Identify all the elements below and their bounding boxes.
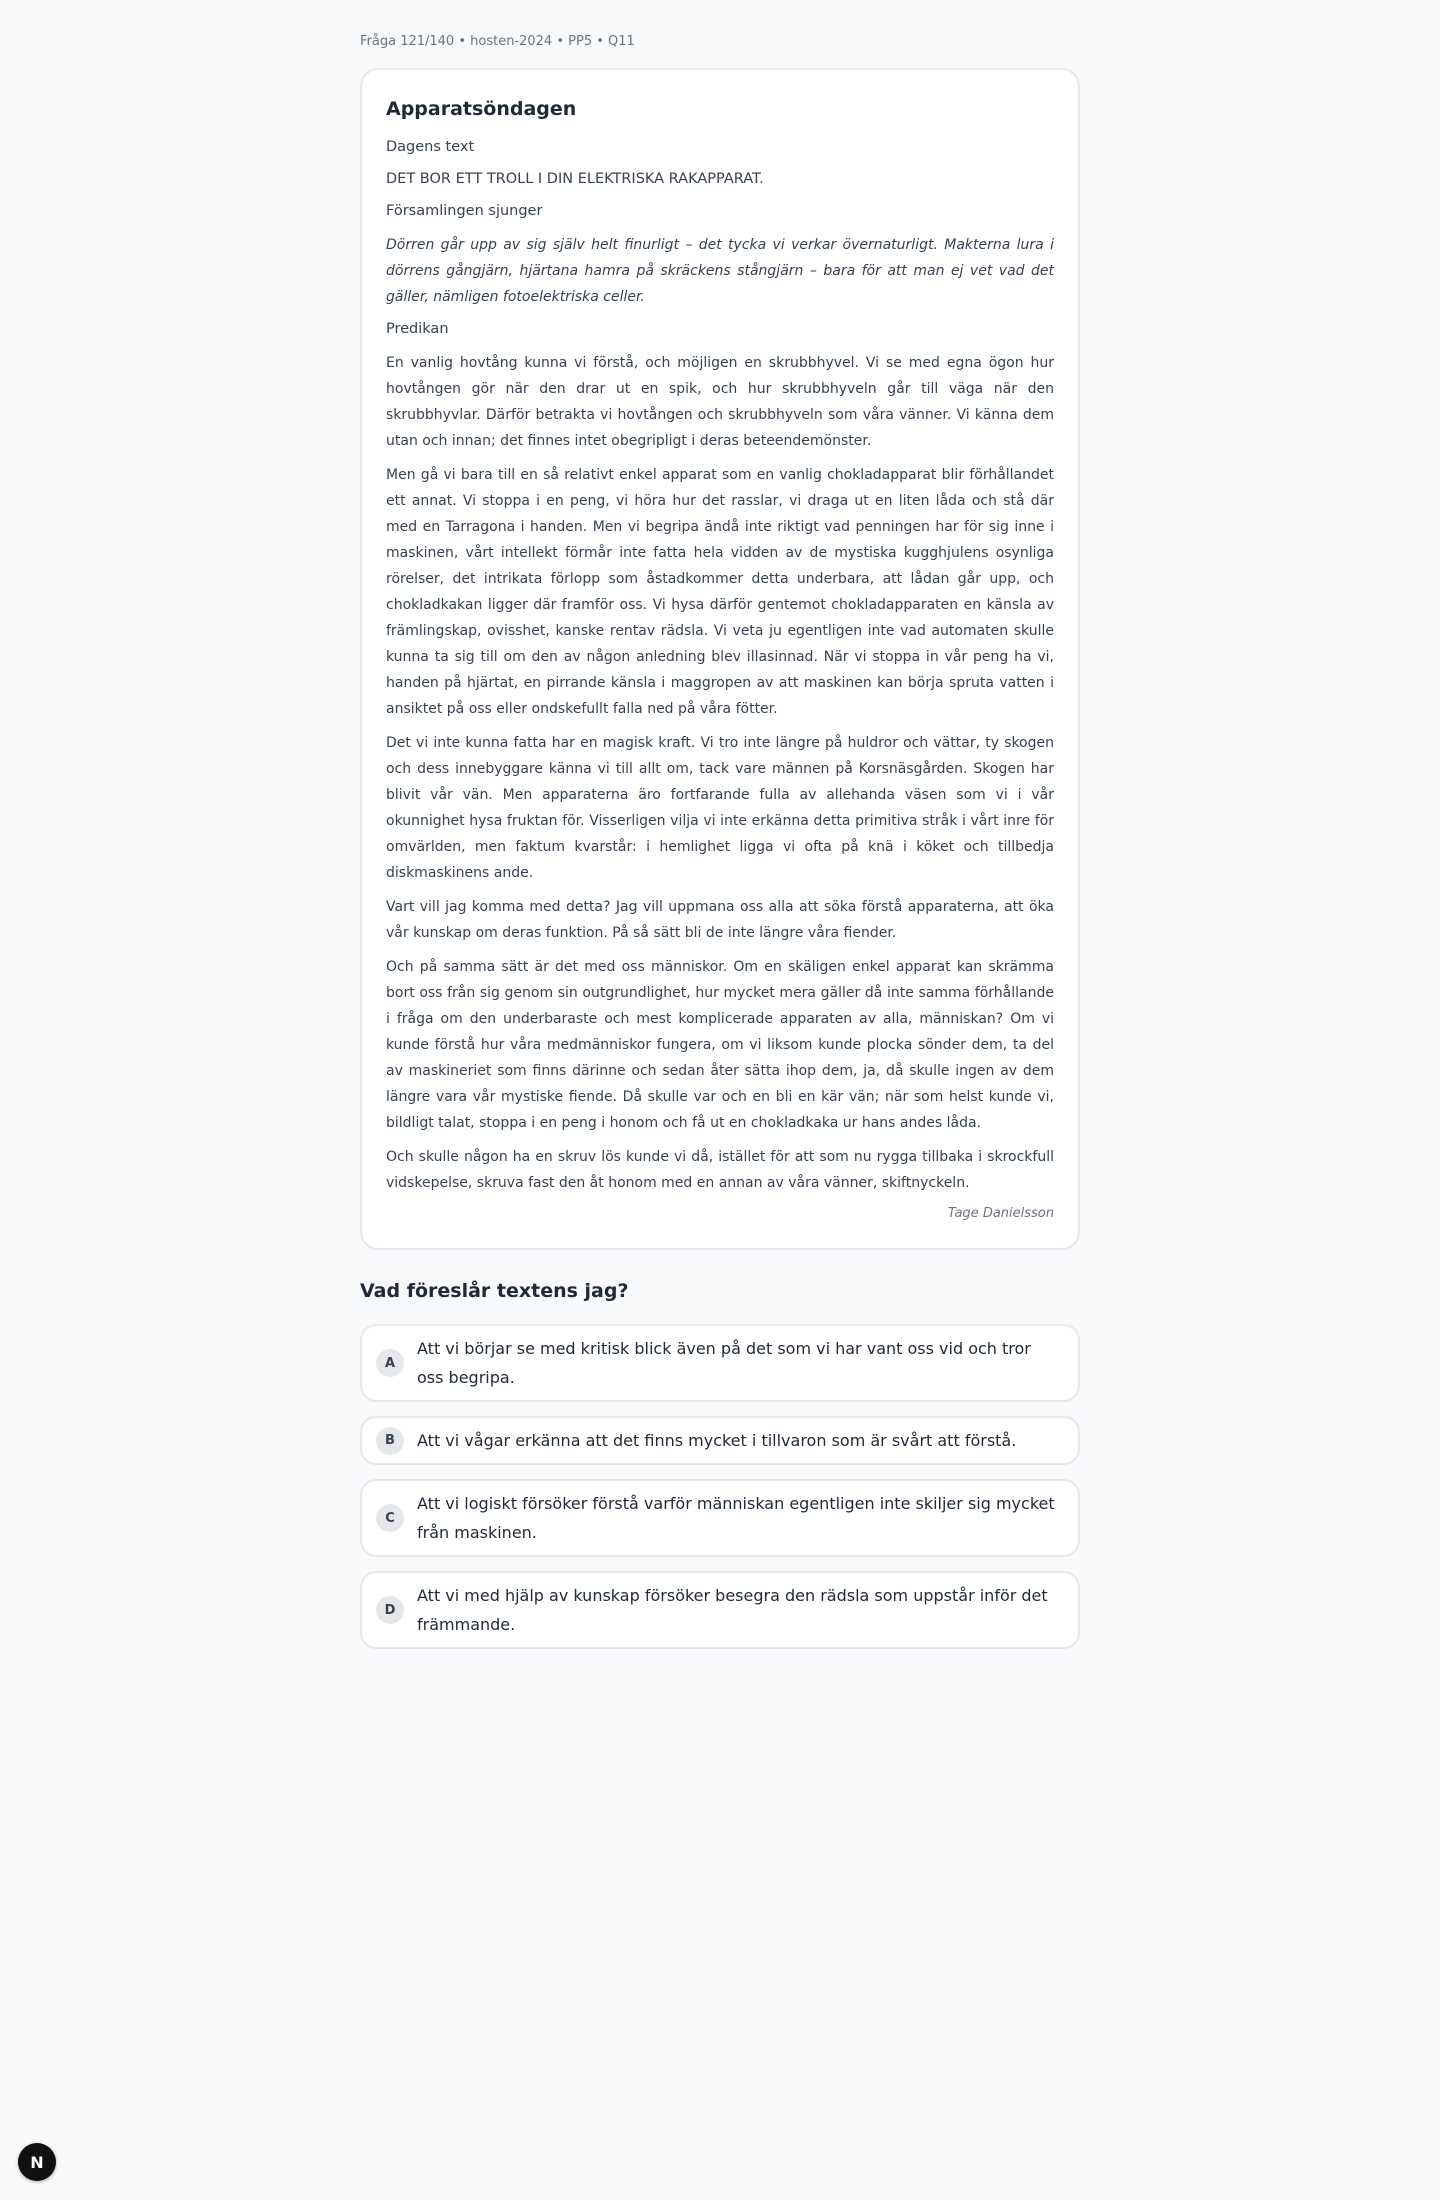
option-text: Att vi börjar se med kritisk blick även på det som vi har vant oss vid och tror oss begripa.: [417, 1339, 1031, 1387]
question-meta: Fråga 121/140 • hosten-2024 • PP5 • Q11: [360, 34, 635, 49]
option-letter-badge: C: [376, 1504, 404, 1532]
main-content: [360, 0, 1080, 1663]
sermon-paragraph: Men gå vi bara till en så relativt enkel apparat som en vanlig chokladapparat blir förhållandet ett annat. Vi stoppa i en peng, vi höra hur det rasslar, vi draga ut en liten låda och stå där med en Tarragona i handen. Men vi begripa ändå inte riktigt vad penningen har för sig inne i maskinen, vårt intellekt förmår inte fatta hela vidden av de mystiska kugghjulens osynliga rörelser, det intrikata förlopp som åstadkommer detta underbara, att lådan går upp, och chokladkakan ligger där framför oss. Vi hysa därför gentemot chokladapparaten en känsla av främlingskap, ovisshet, kanske rentav rädsla. Vi veta ju egentligen inte vad automaten skulle kunna ta sig till om den av någon anledning blev illasinnad. När vi stoppa in vår peng ha vi, handen på hjärtat, en pirrande känsla i maggropen av att maskinen kan börja spruta vatten i ansiktet på oss eller ondskefullt falla ned på våra fötter.: [386, 467, 1054, 717]
option-text: Att vi med hjälp av kunskap försöker besegra den rädsla som uppstår inför det främmande.: [417, 1586, 1048, 1634]
nextjs-dev-indicator-button[interactable]: [18, 2143, 56, 2181]
option-letter-badge: D: [376, 1596, 404, 1624]
label-forsamlingen-sjunger: Församlingen sjunger: [386, 203, 543, 219]
passage-title: Apparatsöndagen: [386, 98, 577, 120]
dagens-text: DET BOR ETT TROLL I DIN ELEKTRISKA RAKAPPARAT.: [386, 171, 764, 187]
label-dagens-text: Dagens text: [386, 139, 475, 155]
option-text: Att vi logiskt försöker förstå varför människan egentligen inte skiljer sig mycket från maskinen.: [417, 1494, 1055, 1542]
passage-card: [360, 68, 1080, 1250]
nextjs-logo-icon: N: [30, 2152, 44, 2172]
option-d[interactable]: [360, 1571, 1080, 1649]
sermon-paragraph: En vanlig hovtång kunna vi förstå, och möjligen en skrubbhyvel. Vi se med egna ögon hur hovtången gör när den drar ut en spik, och hur skrubbhyveln går till väga när den skrubbhyvlar. Därför betrakta vi hovtången och skrubbhyveln som våra vänner. Vi känna dem utan och innan; det finnes intet obegripligt i deras beteendemönster.: [386, 355, 1054, 449]
sermon-paragraph: Vart vill jag komma med detta? Jag vill uppmana oss alla att söka förstå apparaterna, att öka vår kunskap om deras funktion. På så sätt bli de inte längre våra fiender.: [386, 899, 1054, 941]
option-c[interactable]: [360, 1479, 1080, 1557]
passage-author: Tage Danielsson: [947, 1206, 1054, 1221]
option-b[interactable]: [360, 1416, 1080, 1465]
option-text: Att vi vågar erkänna att det finns mycket i tillvaron som är svårt att förstå.: [417, 1431, 1017, 1450]
label-predikan: Predikan: [386, 321, 449, 337]
question-text: Vad föreslår textens jag?: [360, 1280, 629, 1302]
sermon-paragraph: Och på samma sätt är det med oss människor. Om en skäligen enkel apparat kan skrämma bort oss från sig genom sin outgrundlighet, hur mycket mera gäller då inte samma förhållande i fråga om den underbaraste och mest komplicerade apparaten av alla, människan? Om vi kunde förstå hur våra medmänniskor fungera, om vi liksom kunde plocka sönder dem, ta del av maskineriet som finns därinne och sedan åter sätta ihop dem, ja, då skulle ingen av dem längre vara vår mystiske fiende. Då skulle var och en bli en kär vän; när som helst kunde vi, bildligt talat, stoppa i en peng i honom och få ut en chokladkaka ur hans andes låda.: [386, 959, 1054, 1131]
sermon-paragraph: Och skulle någon ha en skruv lös kunde vi då, istället för att som nu rygga tillbaka i skrockfull vidskepelse, skruva fast den åt honom med en annan av våra vänner, skiftnyckeln.: [386, 1149, 1054, 1191]
song-text: Dörren går upp av sig själv helt finurligt – det tycka vi verkar övernaturligt. Makterna lura i dörrens gångjärn, hjärtana hamra på skräckens stångjärn – bara för att man ej vet vad det gäller, nämligen fotoelektriska celler.: [386, 237, 1054, 305]
option-a[interactable]: [360, 1324, 1080, 1402]
sermon-paragraph: Det vi inte kunna fatta har en magisk kraft. Vi tro inte längre på huldror och vättar, ty skogen och dess innebyggare känna vi till allt om, tack vare männen på Korsnäsgården. Skogen har blivit vår vän. Men apparaterna äro fortfarande fulla av allehanda väsen som vi i vår okunnighet hysa fruktan för. Visserligen vilja vi inte erkänna detta primitiva stråk i vårt inre för omvärlden, men faktum kvarstår: i hemlighet ligga vi ofta på knä i köket och tillbedja diskmaskinens ande.: [386, 735, 1054, 881]
option-letter-badge: A: [376, 1349, 404, 1377]
option-letter-badge: B: [376, 1427, 404, 1455]
answer-options: [360, 1324, 1080, 1649]
